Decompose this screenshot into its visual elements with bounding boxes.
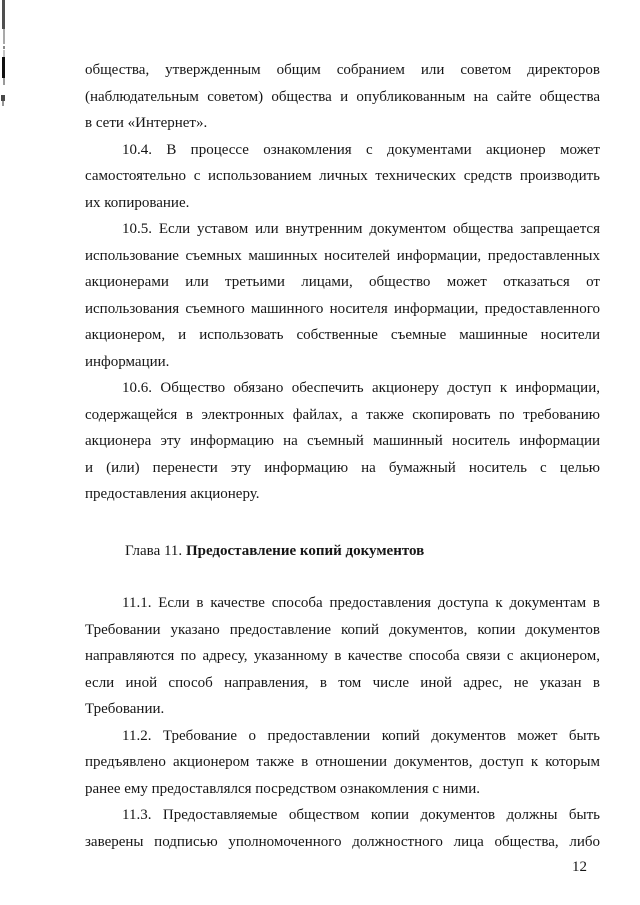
chapter-heading — [85, 538, 600, 565]
text-line: в сети «Интернет». — [85, 115, 208, 131]
text-line: предъявлено акционером также в отношении документов, доступ к которым — [85, 754, 600, 770]
scan-artifact-mark — [2, 101, 4, 106]
scan-artifact-bar-top — [2, 0, 5, 29]
text-line: 11.3. Предоставляемые обществом копии документов должны быть — [122, 807, 600, 823]
text-line: использование съемных машинных носителей информации, предоставленных — [85, 247, 600, 264]
text-line: если иной способ направления, в том числе иной адрес, не указан в — [85, 674, 600, 691]
text-line: акционерами или третьими лицами, общество может отказаться от — [85, 274, 600, 290]
chapter-heading-prefix: Глава 11. — [125, 542, 186, 559]
text-line: акционера эту информацию на съемный машинный носитель информации — [85, 433, 600, 449]
text-line: заверены подписью уполномоченного должностного лица общества, либо — [85, 833, 600, 850]
text-line: общества, утвержденным общим собранием или советом директоров — [85, 62, 600, 78]
text-line: 11.2. Требование о предоставлении копий документов может быть — [122, 727, 600, 744]
text-line: их копирование. — [85, 194, 190, 211]
text-line: использования съемного машинного носителя информации, предоставленного — [85, 300, 600, 317]
text-line: 11.1. Если в качестве способа предоставления доступа к документам в — [122, 595, 600, 611]
text-line: и (или) перенести эту информацию на бумажный носитель с целью — [85, 459, 600, 476]
text-line: акционером, и использовать собственные съемные машинные носители — [85, 327, 600, 343]
text-line: Требовании указано предоставление копий документов, копии документов — [85, 621, 600, 638]
page-number: 12 — [572, 859, 587, 875]
text-line: направляются по адресу, указанному в качестве способа связи с акционером, — [85, 648, 600, 664]
text-line: Требовании. — [85, 701, 165, 717]
text-line: самостоятельно с использованием личных технических средств производить — [85, 168, 600, 184]
document-body — [85, 57, 600, 855]
scan-artifact-line — [3, 29, 5, 44]
scan-artifact-line — [3, 50, 5, 57]
scan-artifact-line — [3, 78, 5, 85]
text-line: информации. — [85, 353, 170, 370]
text-line: 10.4. В процессе ознакомления с документами акционер может — [122, 141, 600, 158]
text-line: предоставления акционеру. — [85, 486, 260, 502]
chapter-heading-title: Предоставление копий документов — [185, 542, 425, 559]
scan-artifact-bar-black — [2, 57, 5, 78]
text-line: 10.5. Если уставом или внутренним документом общества запрещается — [122, 221, 600, 237]
text-line: содержащейся в электронных файлах, а также скопировать по требованию — [85, 406, 600, 423]
text-line: ранее ему предоставлялся посредством ознакомления с ними. — [85, 780, 480, 797]
text-line: 10.6. Общество обязано обеспечить акционеру доступ к информации, — [122, 380, 600, 396]
text-line: (наблюдательным советом) общества и опубликованным на сайте общества — [85, 88, 600, 105]
scan-artifact-dot — [3, 46, 5, 49]
